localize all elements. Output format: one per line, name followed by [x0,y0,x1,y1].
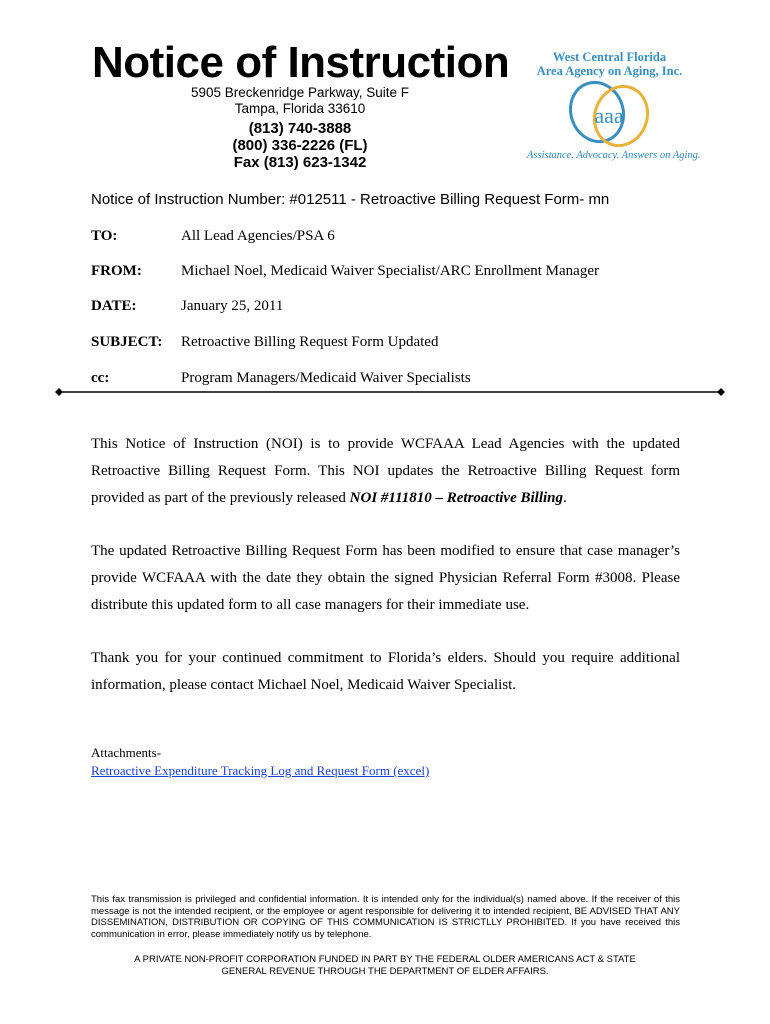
footer-line-2: GENERAL REVENUE THROUGH THE DEPARTMENT OF ELDER AFFAIRS. [221,965,549,977]
memo-date-label: DATE: [91,298,137,314]
logo-tagline: Assistance. Advocacy. Answers on Aging. [527,150,701,161]
phone-local: (813) 740-3888 [248,120,352,137]
agency-logo [527,50,701,166]
fax-number: Fax (813) 623-1342 [233,154,367,171]
body-paragraph-1-end: . [563,490,567,506]
phone-tollfree: (800) 336-2226 (FL) [232,137,368,154]
confidentiality-disclaimer: This fax transmission is privileged and confidential information. It is intended only for the individual(s) named above. If the receiver of this message is not the intended recipient, or the employee or agent responsible for delivering it to intended recipient, BE ADVISED THAT ANY DISSEMINATION, DISTRIBUTION OR COPYING OF THIS COMMUNICATION IS STRICTLLY PROHIBITED. If you have received this communication in error, please immediately notify us by telephone. [91,894,680,940]
footer-line-1: A PRIVATE NON-PROFIT CORPORATION FUNDED IN PART BY THE FEDERAL OLDER AMERICANS ACT & STATE [134,954,636,965]
memo-subject-value: Retroactive Billing Request Form Updated [181,334,439,350]
memo-subject-label: SUBJECT: [91,334,163,350]
logo-mark-text: aaa [594,103,624,128]
attachment-link[interactable]: Retroactive Expenditure Tracking Log and Request Form (excel) [91,763,430,778]
address-city: Tampa, Florida 33610 [234,101,366,116]
body-paragraph-1-text: This Notice of Instruction (NOI) is to provide WCFAAA Lead Agencies with the updated Retroactive Billing Request Form. This NOI updates the Retroactive Billing Request form provided as part of the previously released [91,436,680,506]
page-title: Notice of Instruction [92,38,510,87]
address-street: 5905 Breckenridge Parkway, Suite F [190,85,410,100]
memo-cc-value: Program Managers/Medicaid Waiver Specialists [181,370,471,386]
header-divider [55,387,725,397]
funding-footer [60,954,710,977]
body-paragraph-2: The updated Retroactive Billing Request Form has been modified to ensure that case manager’s provide WCFAAA with the date they obtain the signed Physician Referral Form #3008. Please distribute this updated form to all case managers for their immediate use. [91,543,680,613]
memo-cc-label: cc: [91,370,110,386]
logo-rings-icon [557,78,662,150]
memo-date-value: January 25, 2011 [181,298,284,314]
agency-address-block [150,85,450,171]
noi-reference: NOI #111810 – Retroactive Billing [349,490,564,506]
logo-org-name [527,50,692,78]
attachments-label: Attachments- [91,745,162,760]
memo-from-value: Michael Noel, Medicaid Waiver Specialist/ARC Enrollment Manager [181,263,599,279]
logo-org-line1: West Central Florida [552,50,667,64]
body-paragraph-3: Thank you for your continued commitment to Florida’s elders. Should you require additional information, please contact Michael Noel, Medicaid Waiver Specialist. [91,650,680,693]
memo-to-label: TO: [91,228,118,244]
memo-from-label: FROM: [91,263,142,279]
noi-number: Notice of Instruction Number: #012511 - Retroactive Billing Request Form- mn [91,191,610,208]
memo-to-value: All Lead Agencies/PSA 6 [181,228,335,244]
body-paragraph-1 [91,431,680,512]
logo-org-line2: Area Agency on Aging, Inc. [536,64,683,78]
